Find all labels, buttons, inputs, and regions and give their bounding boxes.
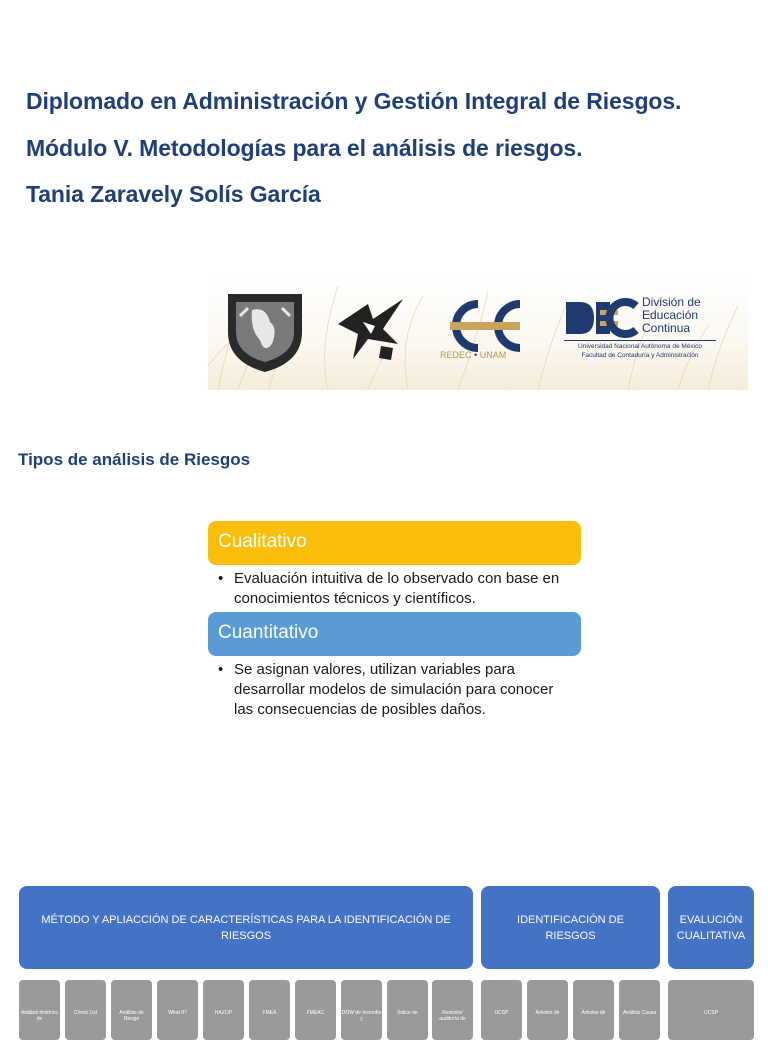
method-subitem: Índice de: [387, 980, 428, 1040]
method-subitem: DOW de Incendio y: [341, 980, 382, 1040]
method-subitem: Análisis histórico de: [19, 980, 60, 1040]
redec-caption: REDEC • UNAM: [440, 350, 507, 360]
method-subitem: FMEA: [249, 980, 290, 1040]
dec-university: Universidad Nacional Autónoma de México: [578, 343, 702, 350]
qualitative-description: • Evaluación intuitiva de lo observado con base en conocimientos técnicos y científicos.: [218, 569, 568, 609]
dec-subtitle: [560, 342, 720, 360]
method-header-box: MÉTODO Y APLIACCIÓN DE CARACTERÍSTICAS PARA LA IDENTIFICACIÓN DE RIESGOS: [19, 886, 473, 969]
identification-subitem: UCSP: [481, 980, 522, 1040]
diplomado-title: Diplomado en Administración y Gestión Integral de Riesgos.: [26, 88, 682, 114]
section-title: Tipos de análisis de Riesgos: [18, 450, 251, 469]
dec-name-line3: Continua: [642, 321, 691, 335]
method-subitem: Análisis de Riesgo: [111, 980, 152, 1040]
dec-name-line1: División de: [642, 295, 701, 309]
identification-subitem: Árboles de: [527, 980, 568, 1040]
fca-eagle-icon: [333, 294, 408, 366]
method-subitem: HAZOP: [203, 980, 244, 1040]
module-title: Módulo V. Metodologías para el análisis de riesgos.: [26, 135, 583, 161]
dec-divider: [564, 340, 716, 341]
logos-banner: [208, 276, 748, 390]
evaluation-header-box: EVALUCIÓN CUALITATIVA: [668, 886, 754, 969]
method-subitem: Revisión/ auditoría de: [432, 980, 473, 1040]
unam-text: UNAM: [479, 350, 507, 360]
identification-subitem: Análisis Causa: [619, 980, 660, 1040]
dec-faculty: Facultad de Contaduría y Administración: [581, 352, 699, 359]
dec-logo-icon: [564, 298, 640, 338]
qualitative-header: Cualitativo: [208, 521, 581, 565]
dec-name-line2: Educación: [642, 308, 699, 322]
evaluation-subitem: UCSP: [668, 980, 754, 1040]
quantitative-description: • Se asignan valores, utilizan variables para desarrollar modelos de simulación para conocer las consecuencias de posibles daños.: [218, 660, 568, 720]
redec-text: REDEC: [440, 350, 472, 360]
dec-name: [642, 296, 701, 335]
identification-header-box: IDENTIFICACIÓN DE RIESGOS: [481, 886, 660, 969]
method-subitem: Check List: [65, 980, 106, 1040]
unam-shield-icon: [222, 288, 308, 374]
method-subitem: FMEAC: [295, 980, 336, 1040]
identification-subitem: Árboles de: [573, 980, 614, 1040]
method-subitem: What If?: [157, 980, 198, 1040]
author-name: Tania Zaravely Solís García: [26, 181, 321, 207]
quantitative-header: Cuantitativo: [208, 612, 581, 656]
